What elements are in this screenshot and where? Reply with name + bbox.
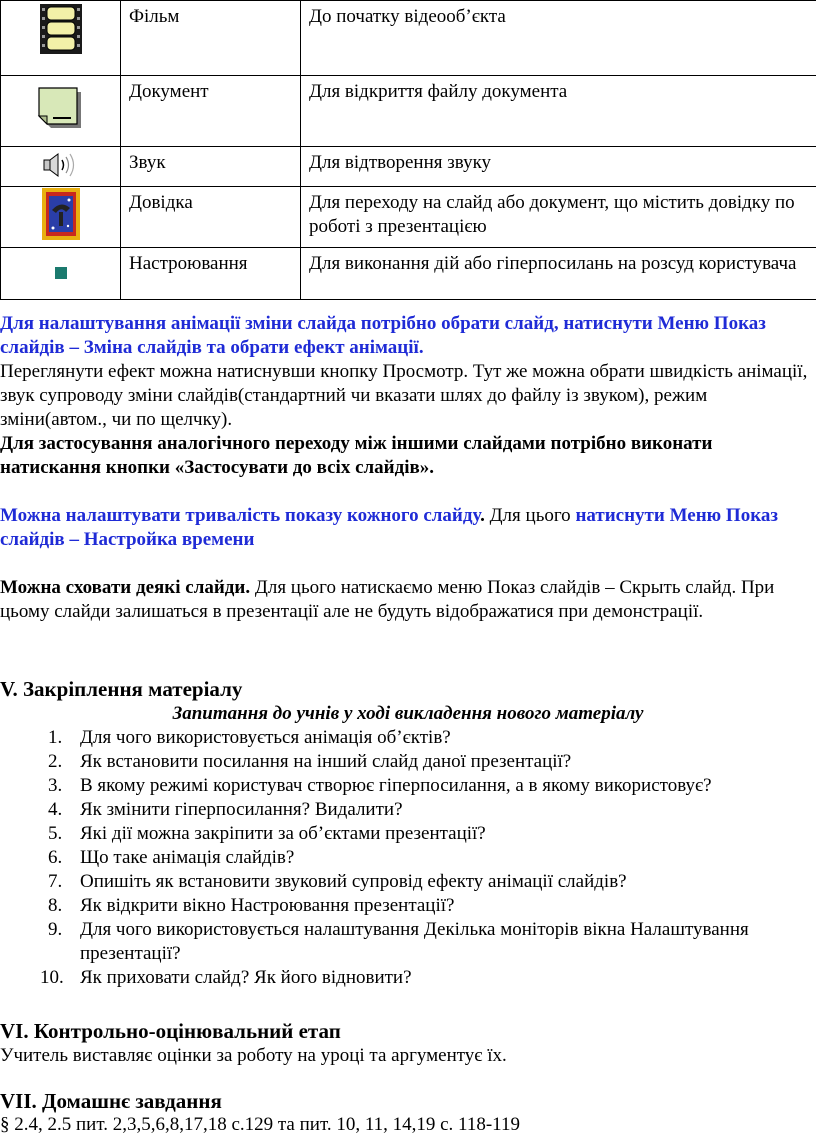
bold-dot: . [480,505,485,526]
item-text: Як приховати слайд? Як його відновити? [80,967,412,988]
plain-text: Для цього натискаємо меню Показ слайдів – Скрыть слайд. При цьому слайди залишаться в презентації але не будуть відображатися при демонстрації. [0,577,775,622]
item-text: Що таке анімація слайдів? [80,847,295,868]
list-item [0,726,816,750]
item-text: Опишіть як встановити звуковий супровід ефекту анімації слайдів? [80,871,627,892]
custom-square-icon [55,262,67,286]
paragraph-preview-effect [0,360,812,432]
item-text: Для чого використовується анімація об’єктів? [80,727,451,748]
action-description: Для виконання дій або гіперпосилань на розсуд користувача [301,248,816,300]
list-item [0,918,816,966]
film-icon [39,3,83,62]
plain-text: Учитель виставляє оцінки за роботу на уроці та аргументує їх. [0,1045,507,1066]
item-number: 5. [48,823,63,844]
paragraph-homework [0,1113,812,1137]
section-title-vii: VII. Домашнє завдання [0,1089,222,1113]
item-number: 4. [48,799,63,820]
icon-cell [1,147,121,187]
action-description: Для переходу на слайд або документ, що містить довідку по роботі з презентацією [301,187,816,248]
blue-text: Для налаштування анімації зміни слайда потрібно обрати слайд, натиснути Меню Показ слайдів – Зміна слайдів та обрати ефект анімації. [0,313,766,358]
table-row [1,1,816,76]
action-name: Звук [121,147,301,187]
item-number: 7. [48,871,63,892]
questions-subtitle: Запитання до учнів у ході викладення нового матеріалу [172,703,644,724]
section-title-vi: VI. Контрольно-оцінювальний етап [0,1019,341,1043]
list-item [0,822,816,846]
item-text: В якому режимі користувач створює гіперпосилання, а в якому використовує? [80,775,712,796]
plain-text: Переглянути ефект можна натиснувши кнопку Просмотр. Тут же можна обрати швидкість анімації, звук супроводу зміни слайдів(стандартний чи вказати шлях до файлу із звуком), режим зміни(автом., чи по щелчку). [0,361,808,430]
bold-text: Для застосування аналогічного переходу між іншими слайдами потрібно виконати натискання кнопки «Застосувати до всіх слайдів». [0,433,713,478]
icon-cell [1,76,121,147]
paragraph-slide-transition [0,312,812,360]
table-row [1,147,816,187]
action-description: Для відтворення звуку [301,147,816,187]
item-number: 1. [48,727,63,748]
table-row [1,76,816,147]
item-text: Як змінити гіперпосилання? Видалити? [80,799,403,820]
action-name: Фільм [121,1,301,76]
icon-cell [1,248,121,300]
icon-cell [1,1,121,76]
item-number: 10. [40,967,64,988]
list-item [0,774,816,798]
list-item [0,750,816,774]
plain-text: § 2.4, 2.5 пит. 2,3,5,6,8,17,18 с.129 та пит. 10, 11, 14,19 с. 118-119 [0,1114,520,1135]
item-number: 2. [48,751,63,772]
sound-icon [38,151,84,186]
list-item [0,894,816,918]
blue-text: натиснути Меню Показ слайдів – Настройка времени [0,505,778,550]
action-buttons-table [0,0,816,300]
list-item [0,966,816,990]
list-item [0,798,816,822]
list-item [0,846,816,870]
questions-list [0,726,816,990]
help-icon [42,188,80,247]
item-text: Для чого використовується налаштування Декілька моніторів вікна Налаштування презентації? [80,919,749,964]
item-number: 6. [48,847,63,868]
item-text: Які дії можна закріпити за об’єктами презентації? [80,823,486,844]
section-title-v: V. Закріплення матеріалу [0,677,243,701]
document-icon [35,82,87,141]
item-number: 8. [48,895,63,916]
plain-text: Для цього [484,505,576,526]
blue-text: Можна налаштувати тривалість показу кожного слайду [0,505,481,526]
paragraph-apply-all [0,432,812,480]
list-item [0,870,816,894]
item-text: Як встановити посилання на інший слайд даної презентації? [80,751,572,772]
action-description: Для відкриття файлу документа [301,76,816,147]
paragraph-assessment [0,1044,812,1068]
icon-cell [1,187,121,248]
item-number: 9. [48,919,63,940]
paragraph-slide-timing [0,504,812,552]
table-row [1,248,816,300]
paragraph-hide-slides [0,576,812,624]
table-row [1,187,816,248]
action-name: Документ [121,76,301,147]
bold-text: Можна сховати деякі слайди. [0,577,251,598]
item-number: 3. [48,775,63,796]
action-name: Довідка [121,187,301,248]
action-name: Настроювання [121,248,301,300]
action-description: До початку відеооб’єкта [301,1,816,76]
item-text: Як відкрити вікно Настроювання презентації? [80,895,455,916]
